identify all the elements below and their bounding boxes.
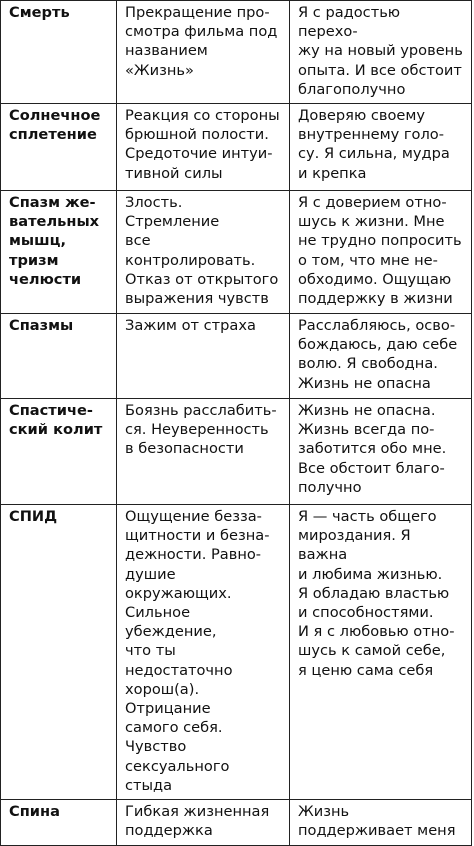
cause-cell: Реакция со стороны брюшной полости. Средоточие интуи- тивной силы [117, 104, 290, 191]
table-row [1, 314, 472, 399]
term-cell: Смерть [1, 1, 117, 104]
term-cell: Спастиче- ский колит [1, 399, 117, 505]
affirmation-cell: Доверяю своему внутреннему голо- су. Я сильна, мудра и крепка [290, 104, 472, 191]
table-row [1, 1, 472, 104]
cause-cell: Злость. Стремление все контролировать. Отказ от открытого выражения чувств [117, 191, 290, 314]
cause-cell: Зажим от страха [117, 314, 290, 399]
table-row [1, 191, 472, 314]
term-cell: Спазмы [1, 314, 117, 399]
table-row [1, 399, 472, 505]
table-row [1, 104, 472, 191]
cause-cell: Боязнь расслабить- ся. Неуверенность в безопасности [117, 399, 290, 505]
affirmation-cell: Жизнь поддерживает меня [290, 800, 472, 846]
affirmation-cell: Я с радостью перехо- жу на новый уровень опыта. И все обстоит благополучно [290, 1, 472, 104]
term-cell: Солнечное сплетение [1, 104, 117, 191]
term-cell: Спазм же- вательных мышц, тризм челюсти [1, 191, 117, 314]
table-row [1, 505, 472, 800]
affirmation-cell: Жизнь не опасна. Жизнь всегда по- заботится обо мне. Все обстоит благо- получно [290, 399, 472, 505]
table-row [1, 800, 472, 846]
term-cell: СПИД [1, 505, 117, 800]
affirmation-cell: Я — часть общего мироздания. Я важна и любима жизнью. Я обладаю властью и способностями. И я с любовью отно- шусь к самой себе, я ценю сама себя [290, 505, 472, 800]
cause-cell: Ощущение безза- щитности и безна- дежности. Равно- душие окружающих. Сильное убеждение, что ты недостаточно хорош(а). Отрицание самого себя. Чувство сексуального стыда [117, 505, 290, 800]
affirmation-cell: Расслабляюсь, осво- бождаюсь, даю себе волю. Я свободна. Жизнь не опасна [290, 314, 472, 399]
cause-cell: Гибкая жизненная поддержка [117, 800, 290, 846]
cause-cell: Прекращение про- смотра фильма под названием «Жизнь» [117, 1, 290, 104]
affirmation-cell: Я с доверием отно- шусь к жизни. Мне не трудно попросить о том, что мне не- обходимо. Ощущаю поддержку в жизни [290, 191, 472, 314]
term-cell: Спина [1, 800, 117, 846]
